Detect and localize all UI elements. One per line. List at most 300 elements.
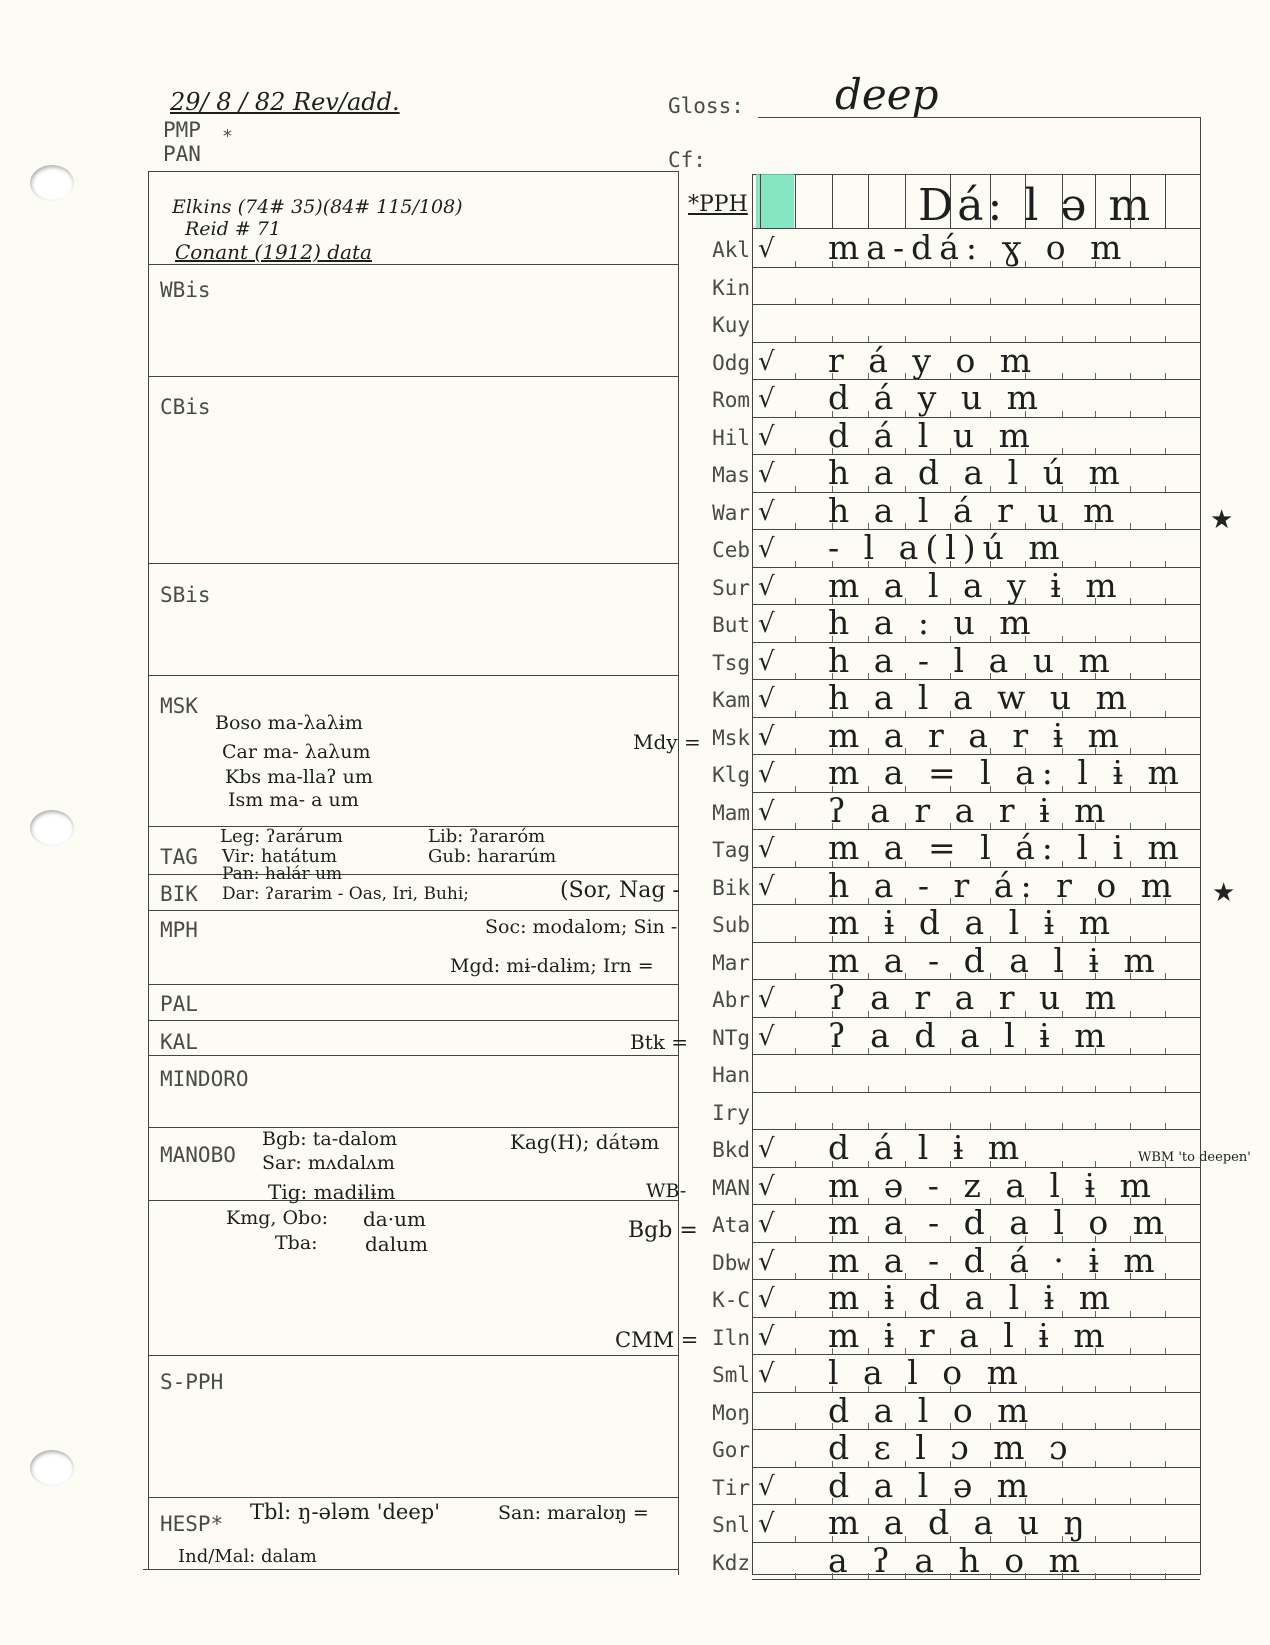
divider-manobo-2 bbox=[148, 1200, 678, 1201]
row-tick bbox=[832, 298, 833, 304]
row-tick bbox=[1130, 711, 1131, 717]
row-tick bbox=[795, 898, 796, 904]
note-cmm: CMM = bbox=[615, 1328, 699, 1352]
row-tick bbox=[795, 786, 796, 792]
row-tick bbox=[795, 748, 796, 754]
row-check-mark: √ bbox=[758, 534, 775, 564]
row-tick bbox=[1165, 1123, 1166, 1129]
section-mph: MPH bbox=[160, 918, 198, 942]
row-tick bbox=[1130, 486, 1131, 492]
row-tick bbox=[795, 561, 796, 567]
row-form: r á y o m bbox=[828, 340, 1039, 380]
row-check-mark: √ bbox=[758, 609, 775, 639]
row-label: Rom bbox=[712, 388, 750, 412]
row-tick bbox=[795, 673, 796, 679]
note-sar: Sar: mʌdalʌm bbox=[262, 1152, 395, 1174]
row-tick bbox=[795, 861, 796, 867]
row-tick bbox=[905, 298, 906, 304]
row-check-mark: √ bbox=[758, 421, 775, 452]
row-label: War bbox=[712, 500, 750, 525]
right-middle-border bbox=[752, 174, 753, 1574]
divider-cbis bbox=[148, 376, 678, 377]
row-tick bbox=[1130, 261, 1131, 267]
note-lib: Lib: ʔararóm bbox=[428, 826, 546, 847]
row-check-mark: √ bbox=[758, 759, 775, 789]
row-tick bbox=[795, 1311, 796, 1317]
note-mdy: Mdy = bbox=[633, 730, 701, 754]
row-label: Kam bbox=[712, 688, 750, 712]
star-bik: ★ bbox=[1212, 878, 1236, 908]
divider-sbis bbox=[148, 563, 678, 564]
row-tick bbox=[1130, 786, 1131, 792]
row-tick bbox=[905, 1086, 906, 1092]
row-tick bbox=[795, 448, 796, 454]
row-tick bbox=[795, 598, 796, 604]
row-tick bbox=[1165, 1348, 1166, 1354]
note-soc-sin: Soc: modalom; Sin - bbox=[485, 916, 678, 938]
pan-label: PAN bbox=[163, 142, 201, 166]
row-form: d á l u m bbox=[828, 415, 1037, 455]
row-tick bbox=[1095, 1461, 1096, 1467]
right-top-border bbox=[752, 174, 1200, 175]
pph-grid-line bbox=[832, 174, 833, 228]
row-tick bbox=[1095, 411, 1096, 417]
punch-hole-top bbox=[30, 165, 74, 201]
row-tick bbox=[1025, 1086, 1026, 1092]
row-tick bbox=[1165, 1573, 1166, 1579]
row-check-mark: √ bbox=[758, 1246, 775, 1277]
row-tick bbox=[1165, 486, 1166, 492]
row-check-mark: √ bbox=[758, 1321, 775, 1352]
pph-grid-line bbox=[1165, 174, 1166, 228]
row-tick bbox=[1165, 786, 1166, 792]
row-tick bbox=[1095, 373, 1096, 379]
row-check-mark: √ bbox=[758, 1509, 775, 1539]
row-tick bbox=[950, 1573, 951, 1579]
row-tick bbox=[905, 261, 906, 267]
row-tick bbox=[868, 298, 869, 304]
section-spph: S-PPH bbox=[160, 1370, 224, 1394]
row-form: - l a(l)ú m bbox=[828, 528, 1067, 567]
row-tick bbox=[1130, 973, 1131, 979]
row-tick bbox=[795, 1048, 796, 1054]
bottom-border bbox=[143, 1569, 678, 1570]
section-bik: BIK bbox=[160, 882, 198, 906]
row-tick bbox=[868, 1573, 869, 1579]
row-tick bbox=[1095, 1386, 1096, 1392]
row-tick bbox=[950, 298, 951, 304]
row-label: Tir bbox=[712, 1475, 750, 1500]
pmp-label: PMP bbox=[163, 118, 201, 142]
row-tick bbox=[1130, 561, 1131, 567]
row-tick bbox=[990, 1086, 991, 1092]
row-check-mark: √ bbox=[758, 571, 775, 602]
row-tick bbox=[1062, 261, 1063, 267]
row-tick bbox=[1095, 598, 1096, 604]
row-label: Gor bbox=[712, 1438, 750, 1462]
row-form: m a - d a l o m bbox=[828, 1203, 1172, 1242]
row-tick bbox=[1165, 261, 1166, 267]
row-tick bbox=[1025, 1048, 1026, 1054]
row-tick bbox=[868, 261, 869, 267]
note-pan: Pan: halár um bbox=[222, 864, 343, 884]
note-wb: WB- bbox=[646, 1180, 687, 1202]
note-tig: Tig: madɨlɨm bbox=[268, 1180, 396, 1204]
row-tick bbox=[1095, 1123, 1096, 1129]
row-check-mark: √ bbox=[758, 984, 775, 1014]
row-form: m ɨ r a l ɨ m bbox=[828, 1315, 1112, 1355]
note-tbl: Tbl: ŋ-ələm 'deep' bbox=[250, 1500, 440, 1524]
row-tick bbox=[1165, 1011, 1166, 1017]
row-tick bbox=[868, 1048, 869, 1054]
section-cbis: CBis bbox=[160, 395, 211, 419]
section-mindoro: MINDORO bbox=[160, 1067, 249, 1091]
row-tick bbox=[905, 1048, 906, 1054]
row-tick bbox=[795, 973, 796, 979]
row-check-mark: √ bbox=[758, 496, 775, 527]
row-tick bbox=[1062, 1386, 1063, 1392]
row-tick bbox=[1130, 598, 1131, 604]
row-form: d á l ɨ m bbox=[828, 1128, 1027, 1167]
row-form: d ɛ l ɔ m ɔ bbox=[828, 1428, 1075, 1467]
divider-wbis bbox=[148, 264, 678, 265]
row-form: m ə - z a l ɨ m bbox=[828, 1165, 1158, 1205]
note-ism: Ism ma- a um bbox=[228, 789, 359, 811]
row-tick bbox=[1165, 523, 1166, 529]
divider-msk bbox=[148, 675, 678, 676]
pph-grid-line bbox=[1130, 174, 1131, 228]
row-tick bbox=[1130, 1086, 1131, 1092]
row-label: Snl bbox=[712, 1513, 750, 1537]
row-check-mark: √ bbox=[758, 721, 775, 752]
row-label: Klg bbox=[712, 763, 750, 787]
row-label: Kdz bbox=[712, 1550, 750, 1575]
row-tick bbox=[1165, 298, 1166, 304]
row-form: m a - d á · ɨ m bbox=[828, 1240, 1162, 1280]
row-check-mark: √ bbox=[758, 646, 775, 677]
divider-mindoro bbox=[148, 1055, 678, 1056]
row-label: Mar bbox=[712, 950, 750, 975]
row-tick bbox=[1130, 898, 1131, 904]
note-btk: Btk = bbox=[630, 1030, 688, 1054]
row-tick bbox=[795, 1273, 796, 1279]
row-tick bbox=[1165, 936, 1166, 942]
row-tick bbox=[1062, 1048, 1063, 1054]
row-label: Han bbox=[712, 1063, 750, 1087]
row-baseline bbox=[752, 1092, 1200, 1093]
row-tick bbox=[795, 411, 796, 417]
divider-manobo bbox=[148, 1127, 678, 1128]
section-manobo: MANOBO bbox=[160, 1143, 236, 1167]
row-form: h a d a l ú m bbox=[828, 453, 1127, 492]
row-tick bbox=[795, 1198, 796, 1204]
note-dar: Dar: ʔararɨm - Oas, Iri, Buhi; bbox=[222, 884, 470, 904]
row-label: Msk bbox=[712, 725, 750, 750]
row-form: d a l ə m bbox=[828, 1465, 1036, 1505]
pph-grid-line bbox=[1062, 174, 1063, 228]
note-sor-nag: (Sor, Nag - bbox=[560, 878, 680, 903]
note-kag: Kag(H); dátəm bbox=[510, 1130, 660, 1154]
row-tick bbox=[1130, 411, 1131, 417]
row-label: Ceb bbox=[712, 538, 750, 562]
pph-grid-line bbox=[868, 174, 869, 228]
row-tick bbox=[1165, 898, 1166, 904]
row-check-mark: √ bbox=[758, 1171, 775, 1202]
row-tick bbox=[795, 1386, 796, 1392]
row-tick bbox=[1130, 1123, 1131, 1129]
note-san: San: maralʊŋ = bbox=[498, 1502, 649, 1524]
row-tick bbox=[1165, 336, 1166, 342]
row-tick bbox=[1025, 298, 1026, 304]
source-note-conant: Conant (1912) data bbox=[175, 240, 372, 264]
pph-grid-line bbox=[760, 174, 761, 228]
row-tick bbox=[795, 1536, 796, 1542]
row-tick bbox=[1062, 1348, 1063, 1354]
row-tick bbox=[1165, 711, 1166, 717]
row-check-mark: √ bbox=[758, 1134, 775, 1164]
row-form: h a : u m bbox=[828, 603, 1038, 642]
row-tick bbox=[1130, 336, 1131, 342]
row-tick bbox=[1130, 298, 1131, 304]
pph-grid-line bbox=[905, 174, 906, 228]
row-tick bbox=[795, 711, 796, 717]
row-label: K-C bbox=[712, 1288, 750, 1312]
note-ind-mal: Ind/Mal: dalam bbox=[178, 1546, 317, 1567]
left-outer-border bbox=[148, 171, 149, 1569]
row-label: NTg bbox=[712, 1025, 750, 1050]
pph-grid-line bbox=[990, 174, 991, 228]
pph-label: *PPH bbox=[688, 192, 748, 217]
row-tick bbox=[1165, 448, 1166, 454]
row-label: Kuy bbox=[712, 313, 750, 337]
row-label: Sur bbox=[712, 575, 750, 600]
row-label: Iln bbox=[712, 1325, 750, 1350]
row-form: h a l a w u m bbox=[828, 678, 1134, 717]
row-tick bbox=[1165, 1311, 1166, 1317]
row-tick bbox=[1165, 598, 1166, 604]
row-tick bbox=[1130, 1011, 1131, 1017]
row-tick bbox=[795, 523, 796, 529]
row-check-mark: √ bbox=[758, 796, 775, 827]
row-tick bbox=[1130, 1311, 1131, 1317]
row-tick bbox=[1130, 1273, 1131, 1279]
row-form: ʔ a d a l ɨ m bbox=[828, 1015, 1113, 1055]
row-label: Iry bbox=[712, 1100, 750, 1125]
row-tick bbox=[1165, 1236, 1166, 1242]
row-form: a ʔ a h o m bbox=[828, 1540, 1087, 1580]
row-tick bbox=[795, 1161, 796, 1167]
row-tick bbox=[795, 1348, 796, 1354]
row-label: Ata bbox=[712, 1213, 750, 1237]
row-tick bbox=[1130, 373, 1131, 379]
row-tick bbox=[795, 636, 796, 642]
punch-hole-bottom bbox=[30, 1450, 74, 1486]
row-label: Hil bbox=[712, 425, 750, 450]
star-war: ★ bbox=[1210, 505, 1234, 535]
row-label: MAN bbox=[712, 1175, 750, 1200]
row-form: m a = l a: l ɨ m bbox=[828, 753, 1186, 792]
row-tick bbox=[1130, 1348, 1131, 1354]
row-check-mark: √ bbox=[758, 1021, 775, 1052]
form-right-border bbox=[1200, 117, 1201, 1575]
divider-kal bbox=[148, 1020, 678, 1021]
row-tick bbox=[1165, 561, 1166, 567]
row-tick bbox=[1095, 523, 1096, 529]
pph-grid-line bbox=[1095, 174, 1096, 228]
gloss-value: deep bbox=[835, 70, 939, 119]
section-hesp: HESP* bbox=[160, 1512, 224, 1536]
row-tick bbox=[795, 373, 796, 379]
row-tick bbox=[1165, 636, 1166, 642]
note-leg: Leg: ʔarárum bbox=[220, 826, 343, 847]
section-sbis: SBis bbox=[160, 583, 211, 607]
row-tick bbox=[795, 1236, 796, 1242]
row-form: m a l a y ɨ m bbox=[828, 565, 1124, 605]
row-check-mark: √ bbox=[758, 834, 775, 864]
pph-form: Dá: l ə m bbox=[918, 180, 1155, 231]
row-tick bbox=[1130, 636, 1131, 642]
row-label: Akl bbox=[712, 238, 750, 262]
row-tick bbox=[1165, 673, 1166, 679]
left-middle-border bbox=[678, 171, 679, 1575]
row-label: Mas bbox=[712, 463, 750, 487]
note-vir: Vir: hatátum bbox=[222, 846, 338, 867]
row-check-mark: √ bbox=[758, 384, 775, 414]
row-tick bbox=[1130, 1423, 1131, 1429]
row-tick bbox=[1095, 1086, 1096, 1092]
row-tick bbox=[832, 1573, 833, 1579]
row-tick bbox=[1165, 1273, 1166, 1279]
note-kbs: Kbs ma-llaʔ um bbox=[225, 766, 373, 788]
row-tick bbox=[1165, 1536, 1166, 1542]
row-tick bbox=[795, 1011, 796, 1017]
note-tba-form: dalum bbox=[365, 1232, 428, 1256]
row-tick bbox=[950, 261, 951, 267]
note-gub: Gub: hararúm bbox=[428, 846, 557, 867]
row-form: m a - d a l ɨ m bbox=[828, 940, 1162, 980]
row-tick bbox=[950, 1086, 951, 1092]
row-tick bbox=[1062, 336, 1063, 342]
row-form: m a d a u ŋ bbox=[828, 1503, 1092, 1542]
row-tick bbox=[1165, 1086, 1166, 1092]
row-tick bbox=[1165, 1498, 1166, 1504]
row-tick bbox=[795, 936, 796, 942]
row-tick bbox=[905, 1573, 906, 1579]
row-tick bbox=[1130, 448, 1131, 454]
row-tick bbox=[950, 1048, 951, 1054]
source-note-reid: Reid # 71 bbox=[185, 218, 281, 240]
row-tick bbox=[832, 1048, 833, 1054]
row-tick bbox=[1130, 1386, 1131, 1392]
pmp-asterisk: * bbox=[222, 126, 233, 147]
note-tba: Tba: bbox=[275, 1232, 318, 1254]
left-top-border bbox=[148, 171, 678, 172]
note-kmg-obo: Kmg, Obo: bbox=[226, 1207, 329, 1229]
pph-highlight bbox=[756, 174, 794, 228]
row-tick bbox=[1062, 298, 1063, 304]
row-tick bbox=[1062, 411, 1063, 417]
cf-label: Cf: bbox=[668, 148, 706, 172]
row-tick bbox=[1095, 1048, 1096, 1054]
row-tick bbox=[1062, 1461, 1063, 1467]
date-line: 29/ 8 / 82 Rev/add. bbox=[170, 88, 400, 116]
row-form: d á y u m bbox=[828, 378, 1045, 417]
row-tick bbox=[1165, 1161, 1166, 1167]
row-tick bbox=[1095, 1573, 1096, 1579]
source-note-elkins: Elkins (74# 35)(84# 115/108) bbox=[172, 196, 463, 218]
row-tick bbox=[990, 1048, 991, 1054]
row-label: Abr bbox=[712, 988, 750, 1012]
row-tick bbox=[795, 261, 796, 267]
row-tick bbox=[1165, 1423, 1166, 1429]
row-tick bbox=[990, 261, 991, 267]
divider-mph bbox=[148, 910, 678, 911]
row-label: Bik bbox=[712, 875, 750, 900]
row-tick bbox=[1095, 298, 1096, 304]
row-tick bbox=[1062, 1123, 1063, 1129]
row-label: Kin bbox=[712, 275, 750, 300]
row-check-mark: √ bbox=[758, 234, 775, 264]
row-check-mark: √ bbox=[758, 1359, 775, 1389]
row-tick bbox=[795, 823, 796, 829]
note-wbm: WBM 'to deepen' bbox=[1138, 1150, 1251, 1165]
row-label: Dbw bbox=[712, 1250, 750, 1275]
row-tick bbox=[795, 336, 796, 342]
row-label: But bbox=[712, 613, 750, 637]
row-tick bbox=[1062, 373, 1063, 379]
row-form: m ɨ d a l ɨ m bbox=[828, 903, 1117, 942]
row-tick bbox=[832, 1086, 833, 1092]
row-form: m a = l á: l i m bbox=[828, 828, 1186, 867]
row-tick bbox=[1130, 1536, 1131, 1542]
row-tick bbox=[1165, 1461, 1166, 1467]
row-tick bbox=[795, 1423, 796, 1429]
row-tick bbox=[1025, 1573, 1026, 1579]
row-form: m ɨ d a l ɨ m bbox=[828, 1278, 1117, 1317]
pph-grid-line bbox=[795, 174, 796, 228]
row-tick bbox=[1062, 1573, 1063, 1579]
row-form: ʔ a r a r ɨ m bbox=[828, 790, 1113, 830]
row-tick bbox=[1165, 373, 1166, 379]
row-tick bbox=[795, 1123, 796, 1129]
row-check-mark: √ bbox=[758, 1209, 775, 1239]
row-tick bbox=[1130, 1573, 1131, 1579]
row-label: Mam bbox=[712, 800, 750, 825]
row-form: l a l o m bbox=[828, 1353, 1025, 1392]
punch-hole-middle bbox=[30, 810, 74, 846]
row-tick bbox=[1165, 973, 1166, 979]
note-car: Car ma- λaλum bbox=[222, 741, 371, 763]
row-label: Moŋ bbox=[712, 1400, 750, 1425]
divider-pal bbox=[148, 984, 678, 985]
note-mgd-irn: Mgd: mɨ-dalɨm; Irn = bbox=[450, 955, 654, 977]
row-tick bbox=[1095, 261, 1096, 267]
row-label: Sml bbox=[712, 1363, 750, 1387]
row-form: h a - l a u m bbox=[828, 640, 1117, 680]
row-tick bbox=[1095, 1498, 1096, 1504]
row-tick bbox=[990, 298, 991, 304]
row-tick bbox=[1095, 336, 1096, 342]
section-tag: TAG bbox=[160, 845, 198, 869]
row-baseline bbox=[752, 267, 1200, 268]
row-tick bbox=[1165, 1048, 1166, 1054]
section-kal: KAL bbox=[160, 1030, 198, 1054]
row-tick bbox=[1095, 1348, 1096, 1354]
row-tick bbox=[795, 1461, 796, 1467]
row-tick bbox=[795, 1086, 796, 1092]
divider-spph bbox=[148, 1355, 678, 1356]
row-label: Sub bbox=[712, 913, 750, 937]
